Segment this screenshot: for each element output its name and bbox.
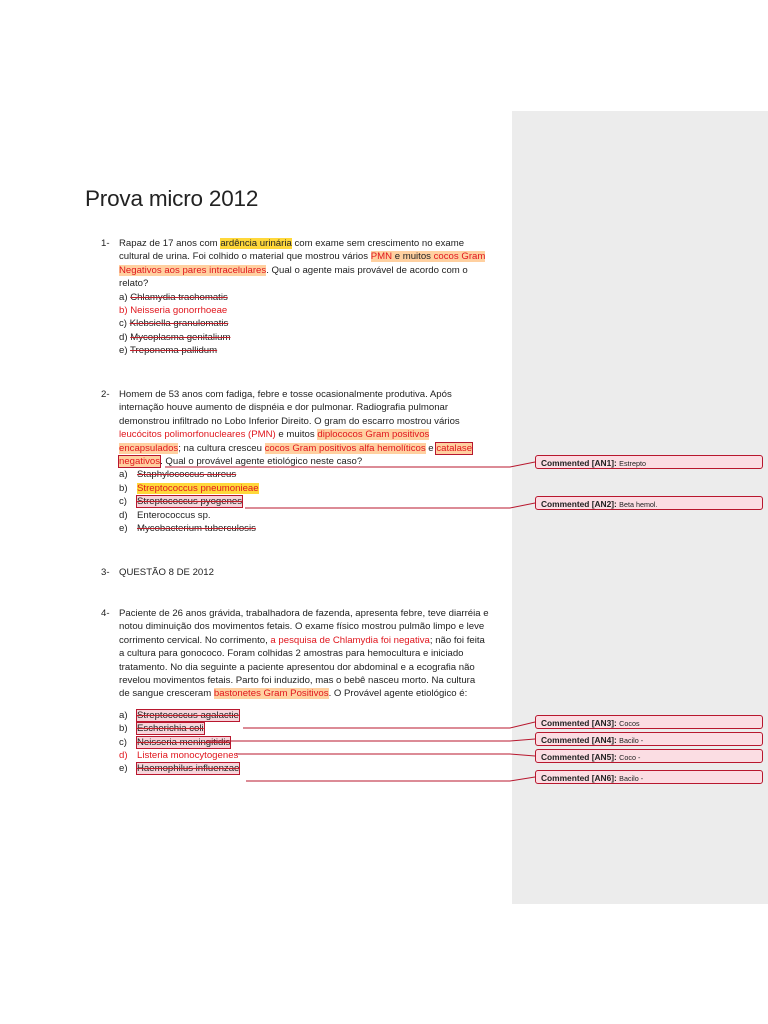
q2-commented-text[interactable]: negativos xyxy=(119,455,161,467)
option-label: b) xyxy=(119,304,128,316)
q2-highlight: encapsulados xyxy=(119,442,179,454)
q2-highlight: cocos Gram positivos alfa hemolíticos xyxy=(264,442,426,454)
option-label: d) xyxy=(119,749,128,761)
option-label: d) xyxy=(119,331,128,343)
comment-an5[interactable] xyxy=(535,749,763,763)
q4-text: ; não foi feita xyxy=(429,634,485,646)
option-text[interactable]: Neisseria meningitidis xyxy=(137,736,231,748)
option-text: Neisseria gonorrhoeae xyxy=(130,304,228,316)
q4-text: tratamento. No dia seguinte a paciente apresentou dor abdominal e a ecografia não xyxy=(119,661,475,673)
comment-text: Cocos xyxy=(619,719,640,728)
comment-an2[interactable] xyxy=(535,496,763,510)
connector-an5 xyxy=(236,754,535,756)
q4-text: corrimento cervical. No corrimento, xyxy=(119,634,271,646)
comment-label: Commented [AN1]: xyxy=(541,458,617,468)
option-text: Staphylococcus aureus xyxy=(137,469,237,481)
comment-label: Commented [AN6]: xyxy=(541,773,617,783)
q2-text: . Qual o provável agente etiológico neste caso? xyxy=(160,455,363,467)
option-text: Treponema pallidum xyxy=(130,345,218,357)
q1-text: e muitos xyxy=(392,251,434,263)
q4-text: notou diminuição dos movimentos fetais. O exame físico mostrou pulmão limpo e leve xyxy=(119,621,485,633)
option-label: c) xyxy=(119,318,127,330)
q4-text: de sangue cresceram xyxy=(119,688,214,700)
option-label: c) xyxy=(119,496,127,508)
q2-text: demonstrou infiltrado no Lobo Inferior Direito. O gram do escarro mostrou vários xyxy=(119,415,460,427)
option-label: a) xyxy=(119,709,128,721)
comment-label: Commented [AN5]: xyxy=(541,752,617,762)
comment-text: Estrepto xyxy=(619,459,646,468)
comment-an1[interactable] xyxy=(535,455,763,469)
question-number: 2- xyxy=(101,389,110,400)
option-label: b) xyxy=(119,723,128,735)
question-number: 4- xyxy=(101,608,110,619)
option-text[interactable]: Streptococcus agalactie xyxy=(137,709,239,721)
question-number: 1- xyxy=(101,238,110,249)
connector-an4 xyxy=(206,739,535,741)
q2-text: Homem de 53 anos com fadiga, febre e tosse ocasionalmente produtiva. Após xyxy=(119,389,452,400)
option-label: e) xyxy=(119,345,128,357)
comment-an4[interactable] xyxy=(535,732,763,746)
option-text[interactable]: Escherichia coli xyxy=(137,723,204,735)
option-label: d) xyxy=(119,509,128,521)
q2-text: e muitos xyxy=(275,429,318,441)
connector-an2 xyxy=(245,503,535,508)
q4-text: revelou movimentos fetais. Parto foi induzido, mas o bebê nasceu morto. Na cultura xyxy=(119,674,476,686)
q1-highlight: ardência urinária xyxy=(220,238,292,249)
option-text: Chlamydia trachomatis xyxy=(130,291,228,303)
q2-highlight: leucócitos polimorfonucleares (PMN) xyxy=(119,429,276,441)
q1-text: . Qual o agente mais provável de acordo com o xyxy=(266,264,468,276)
q4-highlight: bastonetes Gram Positivos xyxy=(213,688,329,700)
option-text[interactable]: Streptococcus pyogenes xyxy=(137,496,243,508)
option-label: b) xyxy=(119,482,128,494)
comment-text: Bacilo - xyxy=(619,736,644,745)
q1-highlight: Negativos aos pares intracelulares xyxy=(119,264,267,276)
comment-label: Commented [AN2]: xyxy=(541,499,617,509)
comment-an6[interactable] xyxy=(535,770,763,784)
comment-label: Commented [AN3]: xyxy=(541,718,617,728)
option-text: Listeria monocytogenes xyxy=(137,749,239,761)
option-text: Streptococcus pneumonieae xyxy=(137,482,259,494)
connector-an6 xyxy=(246,777,535,781)
option-label: e) xyxy=(119,763,128,775)
q3-text: QUESTÃO 8 DE 2012 xyxy=(119,567,214,578)
q2-text: ; na cultura cresceu xyxy=(178,442,265,454)
comment-text: Bacilo - xyxy=(619,774,644,783)
q2-commented-text[interactable]: catalase xyxy=(436,442,473,454)
q2-text: internação houve aumento de dispnéia e dor pulmonar. Radiografia pulmonar xyxy=(119,402,449,414)
option-text: Mycoplasma genitalium xyxy=(130,331,231,343)
q4-text: . O Provável agente etiológico é: xyxy=(328,688,468,700)
q4-highlight: a pesquisa de Chlamydia foi negativa xyxy=(270,634,430,646)
q2-highlight: diplococos Gram positivos xyxy=(317,429,430,441)
q4-text: a cultura para gonococo. Foram colhidas 2 amostras para hemocultura e iniciado xyxy=(119,648,464,660)
comment-text: Beta hemol. xyxy=(619,500,658,509)
comment-text: Coco - xyxy=(619,753,641,762)
comment-an3[interactable] xyxy=(535,715,763,729)
q1-text: com exame sem crescimento no exame xyxy=(291,238,465,249)
q1-highlight: PMN xyxy=(370,251,393,263)
q1-highlight: cocos Gram xyxy=(433,251,486,263)
q4-text: Paciente de 26 anos grávida, trabalhadora de fazenda, apresenta febre, teve diarréia e xyxy=(119,608,489,619)
connector-an3 xyxy=(243,722,535,728)
q1-text: Rapaz de 17 anos com xyxy=(119,238,221,249)
option-label: a) xyxy=(119,469,128,481)
document-title: Prova micro 2012 xyxy=(85,186,259,211)
q1-text: cultural de urina. Foi colhido o material que mostrou vários xyxy=(119,251,371,263)
option-text[interactable]: Haemophilus influenzae xyxy=(137,763,240,775)
option-text: Enterococcus sp. xyxy=(137,509,211,521)
option-label: e) xyxy=(119,522,128,534)
comment-label: Commented [AN4]: xyxy=(541,735,617,745)
q1-text: relato? xyxy=(119,278,149,290)
question-number: 3- xyxy=(101,567,110,578)
option-text: Klebsiella granulomatis xyxy=(129,318,229,330)
q2-text: e xyxy=(425,442,437,454)
option-label: c) xyxy=(119,736,127,748)
option-label: a) xyxy=(119,291,128,303)
option-text: Mycobacterium tuberculosis xyxy=(137,522,256,534)
connector-an1 xyxy=(165,462,535,467)
